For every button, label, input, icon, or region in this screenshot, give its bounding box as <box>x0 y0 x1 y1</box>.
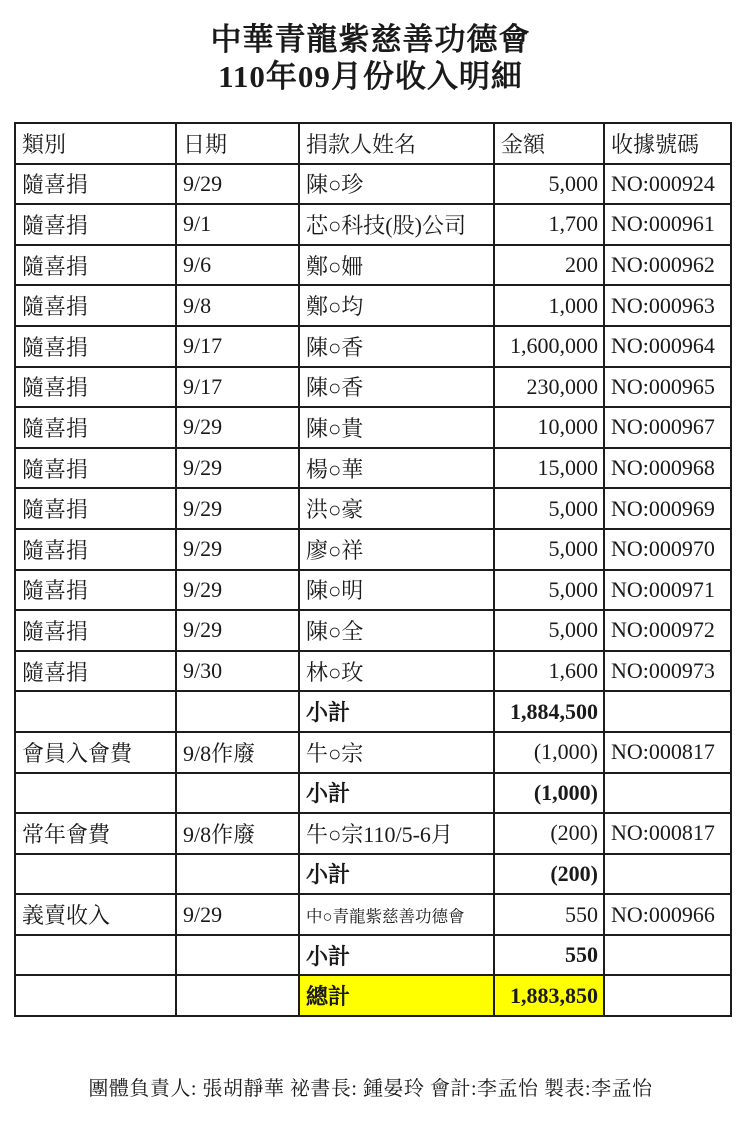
cell-donor-name: 總計 <box>299 975 494 1016</box>
cell-receipt-number: NO:000971 <box>604 570 731 611</box>
cell-amount: 5,000 <box>494 529 604 570</box>
header-amount: 金額 <box>494 123 604 164</box>
header-category: 類別 <box>15 123 176 164</box>
table-row <box>15 529 731 570</box>
document-title <box>0 0 741 95</box>
table-row <box>15 894 731 935</box>
cell-amount: 5,000 <box>494 488 604 529</box>
cell-date: 9/29 <box>176 164 299 205</box>
cell-amount: 550 <box>494 894 604 935</box>
cell-donor-name: 楊○華 <box>299 448 494 489</box>
header-donor-name: 捐款人姓名 <box>299 123 494 164</box>
cell-amount: (200) <box>494 813 604 854</box>
cell-donor-name: 鄭○姍 <box>299 245 494 286</box>
cell-receipt-number: NO:000964 <box>604 326 731 367</box>
cell-amount: (1,000) <box>494 732 604 773</box>
cell-donor-name: 陳○貴 <box>299 407 494 448</box>
table-row <box>15 488 731 529</box>
cell-receipt-number: NO:000817 <box>604 813 731 854</box>
cell-donor-name: 陳○明 <box>299 570 494 611</box>
table-row <box>15 691 731 732</box>
cell-amount: 5,000 <box>494 610 604 651</box>
signature-footer: 團體負責人: 張胡靜華 祕書長: 鍾晏玲 會計:李孟怡 製表:李孟怡 <box>88 1078 653 1100</box>
cell-category <box>15 935 176 976</box>
cell-category: 隨喜捐 <box>15 529 176 570</box>
cell-amount: 1,700 <box>494 204 604 245</box>
table-row <box>15 164 731 205</box>
cell-receipt-number: NO:000962 <box>604 245 731 286</box>
cell-date: 9/17 <box>176 367 299 408</box>
cell-receipt-number <box>604 975 731 1016</box>
cell-donor-name: 牛○宗110/5-6月 <box>299 813 494 854</box>
cell-category <box>15 975 176 1016</box>
cell-receipt-number <box>604 773 731 814</box>
cell-amount: 5,000 <box>494 570 604 611</box>
cell-date: 9/6 <box>176 245 299 286</box>
cell-date: 9/29 <box>176 448 299 489</box>
cell-category: 隨喜捐 <box>15 326 176 367</box>
cell-amount: 1,883,850 <box>494 975 604 1016</box>
table-row <box>15 570 731 611</box>
cell-category: 隨喜捐 <box>15 164 176 205</box>
cell-donor-name: 小計 <box>299 691 494 732</box>
table-row <box>15 854 731 895</box>
table-row <box>15 651 731 692</box>
cell-date <box>176 691 299 732</box>
cell-date: 9/1 <box>176 204 299 245</box>
cell-donor-name: 林○玫 <box>299 651 494 692</box>
cell-date: 9/29 <box>176 488 299 529</box>
cell-category <box>15 773 176 814</box>
cell-donor-name: 鄭○均 <box>299 285 494 326</box>
cell-category: 隨喜捐 <box>15 651 176 692</box>
cell-amount: 1,884,500 <box>494 691 604 732</box>
cell-amount: (200) <box>494 854 604 895</box>
cell-category: 隨喜捐 <box>15 204 176 245</box>
cell-category: 隨喜捐 <box>15 488 176 529</box>
table-row <box>15 773 731 814</box>
cell-receipt-number: NO:000966 <box>604 894 731 935</box>
cell-receipt-number: NO:000965 <box>604 367 731 408</box>
cell-donor-name: 陳○香 <box>299 326 494 367</box>
cell-donor-name: 陳○珍 <box>299 164 494 205</box>
cell-receipt-number: NO:000973 <box>604 651 731 692</box>
cell-date <box>176 854 299 895</box>
cell-category <box>15 691 176 732</box>
cell-receipt-number <box>604 935 731 976</box>
cell-amount: 1,000 <box>494 285 604 326</box>
cell-donor-name: 陳○全 <box>299 610 494 651</box>
cell-category: 隨喜捐 <box>15 570 176 611</box>
cell-category: 隨喜捐 <box>15 448 176 489</box>
cell-category: 隨喜捐 <box>15 407 176 448</box>
cell-amount: 10,000 <box>494 407 604 448</box>
table-row <box>15 610 731 651</box>
cell-category: 隨喜捐 <box>15 245 176 286</box>
cell-amount: 1,600 <box>494 651 604 692</box>
cell-date: 9/8作廢 <box>176 813 299 854</box>
cell-date <box>176 975 299 1016</box>
table-row <box>15 367 731 408</box>
cell-date: 9/29 <box>176 407 299 448</box>
cell-receipt-number: NO:000970 <box>604 529 731 570</box>
cell-date: 9/17 <box>176 326 299 367</box>
cell-category <box>15 854 176 895</box>
table-row <box>15 204 731 245</box>
cell-donor-name: 小計 <box>299 773 494 814</box>
cell-date: 9/29 <box>176 894 299 935</box>
table-row <box>15 285 731 326</box>
cell-receipt-number: NO:000972 <box>604 610 731 651</box>
cell-date: 9/29 <box>176 610 299 651</box>
cell-receipt-number: NO:000817 <box>604 732 731 773</box>
table-row <box>15 326 731 367</box>
cell-receipt-number: NO:000924 <box>604 164 731 205</box>
cell-amount: 1,600,000 <box>494 326 604 367</box>
cell-donor-name: 洪○豪 <box>299 488 494 529</box>
table-row <box>15 448 731 489</box>
cell-donor-name: 陳○香 <box>299 367 494 408</box>
cell-date: 9/8 <box>176 285 299 326</box>
cell-receipt-number: NO:000961 <box>604 204 731 245</box>
cell-receipt-number: NO:000967 <box>604 407 731 448</box>
report-period-title: 110年09月份收入明細 <box>218 58 523 94</box>
cell-category: 隨喜捐 <box>15 367 176 408</box>
table-header-row <box>15 123 731 164</box>
cell-category: 常年會費 <box>15 813 176 854</box>
cell-receipt-number <box>604 691 731 732</box>
cell-receipt-number: NO:000969 <box>604 488 731 529</box>
cell-category: 隨喜捐 <box>15 610 176 651</box>
header-date: 日期 <box>176 123 299 164</box>
cell-donor-name: 牛○宗 <box>299 732 494 773</box>
header-receipt-number: 收據號碼 <box>604 123 731 164</box>
cell-donor-name: 中○青龍紫慈善功德會 <box>299 894 494 935</box>
cell-date: 9/30 <box>176 651 299 692</box>
table-row <box>15 732 731 773</box>
cell-amount: 5,000 <box>494 164 604 205</box>
cell-date <box>176 773 299 814</box>
income-detail-table <box>14 122 732 1017</box>
cell-receipt-number <box>604 854 731 895</box>
cell-date: 9/29 <box>176 529 299 570</box>
cell-donor-name: 小計 <box>299 935 494 976</box>
cell-date: 9/29 <box>176 570 299 611</box>
cell-category: 會員入會費 <box>15 732 176 773</box>
cell-donor-name: 芯○科技(股)公司 <box>299 204 494 245</box>
table-row <box>15 935 731 976</box>
table-row <box>15 407 731 448</box>
cell-receipt-number: NO:000968 <box>604 448 731 489</box>
cell-amount: 15,000 <box>494 448 604 489</box>
cell-donor-name: 小計 <box>299 854 494 895</box>
cell-receipt-number: NO:000963 <box>604 285 731 326</box>
table-row <box>15 245 731 286</box>
cell-amount: 200 <box>494 245 604 286</box>
table-row <box>15 975 731 1016</box>
cell-category: 隨喜捐 <box>15 285 176 326</box>
table-row <box>15 813 731 854</box>
cell-date <box>176 935 299 976</box>
cell-amount: 550 <box>494 935 604 976</box>
organization-name: 中華青龍紫慈善功德會 <box>210 22 531 57</box>
cell-category: 義賣收入 <box>15 894 176 935</box>
cell-date: 9/8作廢 <box>176 732 299 773</box>
cell-donor-name: 廖○祥 <box>299 529 494 570</box>
cell-amount: 230,000 <box>494 367 604 408</box>
cell-amount: (1,000) <box>494 773 604 814</box>
